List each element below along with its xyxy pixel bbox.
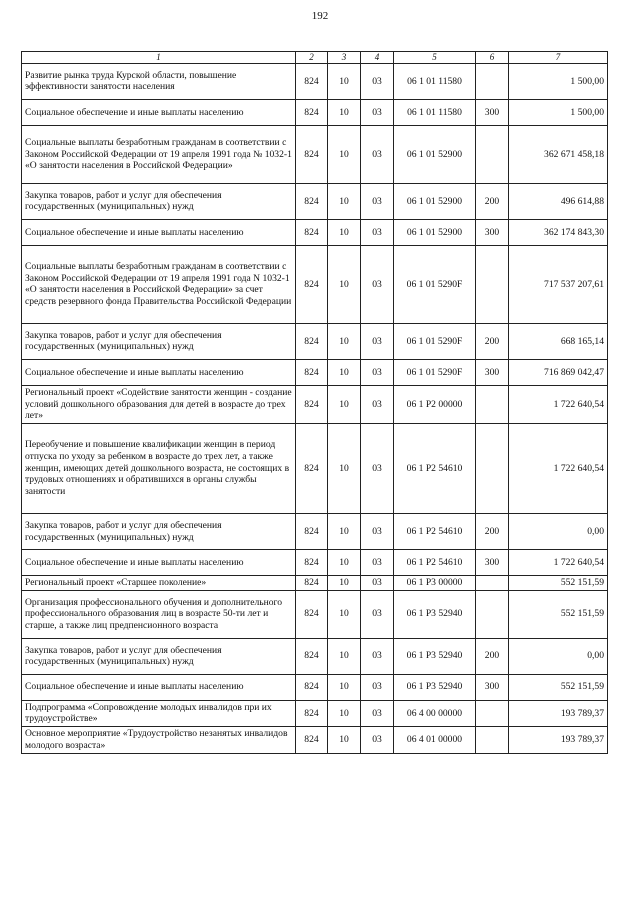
subsection-code: 03	[361, 590, 394, 638]
table-row	[22, 700, 608, 726]
table-row	[22, 385, 608, 423]
target-article-code: 06 1 P3 52940	[394, 638, 476, 674]
section-code: 10	[328, 700, 361, 726]
table-row	[22, 63, 608, 99]
item-name: Организация профессионального обучения и дополнительного профессионального образования лиц в возрасте 50-ти лет и старше, а также лиц предпенсионного возраста	[22, 590, 296, 638]
amount: 552 151,59	[509, 590, 608, 638]
table-row	[22, 590, 608, 638]
target-article-code: 06 1 P2 00000	[394, 385, 476, 423]
item-name: Подпрограмма «Сопровождение молодых инвалидов при их трудоустройстве»	[22, 700, 296, 726]
amount: 193 789,37	[509, 727, 608, 753]
expense-type-code	[476, 727, 509, 753]
target-article-code: 06 1 01 52900	[394, 183, 476, 219]
column-number: 2	[296, 52, 328, 64]
item-name: Закупка товаров, работ и услуг для обеспечения государственных (муниципальных) нужд	[22, 638, 296, 674]
amount: 362 671 458,18	[509, 125, 608, 183]
expense-type-code: 300	[476, 359, 509, 385]
expense-type-code	[476, 424, 509, 514]
item-name: Закупка товаров, работ и услуг для обеспечения государственных (муниципальных) нужд	[22, 323, 296, 359]
expense-type-code: 200	[476, 183, 509, 219]
item-name: Развитие рынка труда Курской области, повышение эффективности занятости населения	[22, 63, 296, 99]
grbs-code: 824	[296, 514, 328, 550]
table-row	[22, 245, 608, 323]
item-name: Социальное обеспечение и иные выплаты населению	[22, 550, 296, 576]
table-row	[22, 576, 608, 591]
grbs-code: 824	[296, 590, 328, 638]
item-name: Основное мероприятие «Трудоустройство незанятых инвалидов молодого возраста»	[22, 727, 296, 753]
grbs-code: 824	[296, 727, 328, 753]
expense-type-code	[476, 245, 509, 323]
expense-type-code: 300	[476, 99, 509, 125]
target-article-code: 06 1 P2 54610	[394, 514, 476, 550]
grbs-code: 824	[296, 576, 328, 591]
section-code: 10	[328, 590, 361, 638]
grbs-code: 824	[296, 245, 328, 323]
expense-type-code	[476, 576, 509, 591]
subsection-code: 03	[361, 183, 394, 219]
section-code: 10	[328, 63, 361, 99]
subsection-code: 03	[361, 99, 394, 125]
table-row	[22, 323, 608, 359]
grbs-code: 824	[296, 550, 328, 576]
table-row	[22, 514, 608, 550]
section-code: 10	[328, 674, 361, 700]
page-number: 192	[311, 10, 329, 22]
item-name: Социальное обеспечение и иные выплаты населению	[22, 359, 296, 385]
subsection-code: 03	[361, 576, 394, 591]
amount: 552 151,59	[509, 674, 608, 700]
item-name: Социальное обеспечение и иные выплаты населению	[22, 674, 296, 700]
amount: 0,00	[509, 638, 608, 674]
amount: 1 722 640,54	[509, 385, 608, 423]
table-row	[22, 125, 608, 183]
amount: 1 722 640,54	[509, 424, 608, 514]
item-name: Закупка товаров, работ и услуг для обеспечения государственных (муниципальных) нужд	[22, 183, 296, 219]
expense-type-code: 200	[476, 323, 509, 359]
item-name: Региональный проект «Старшее поколение»	[22, 576, 296, 591]
item-name: Региональный проект «Содействие занятости женщин - создание условий дошкольного образования для детей в возрасте до трех лет»	[22, 385, 296, 423]
section-code: 10	[328, 514, 361, 550]
amount: 716 869 042,47	[509, 359, 608, 385]
section-code: 10	[328, 219, 361, 245]
grbs-code: 824	[296, 359, 328, 385]
subsection-code: 03	[361, 550, 394, 576]
subsection-code: 03	[361, 700, 394, 726]
amount: 1 500,00	[509, 99, 608, 125]
grbs-code: 824	[296, 63, 328, 99]
grbs-code: 824	[296, 323, 328, 359]
target-article-code: 06 1 P3 52940	[394, 590, 476, 638]
column-numbers-row	[22, 52, 608, 64]
expense-type-code	[476, 63, 509, 99]
grbs-code: 824	[296, 99, 328, 125]
expense-type-code	[476, 590, 509, 638]
item-name: Социальные выплаты безработным гражданам в соответствии с Законом Российской Федерации от 19 апреля 1991 года N 1032-1 «О занятости населения в Российской Федерации» за счет средств резервного фонда Правительства Российской Федерации	[22, 245, 296, 323]
column-number: 1	[22, 52, 296, 64]
table-row	[22, 674, 608, 700]
column-number: 7	[509, 52, 608, 64]
subsection-code: 03	[361, 323, 394, 359]
amount: 668 165,14	[509, 323, 608, 359]
target-article-code: 06 1 01 5290F	[394, 245, 476, 323]
expense-type-code	[476, 125, 509, 183]
subsection-code: 03	[361, 727, 394, 753]
target-article-code: 06 1 P2 54610	[394, 550, 476, 576]
section-code: 10	[328, 576, 361, 591]
section-code: 10	[328, 245, 361, 323]
amount: 362 174 843,30	[509, 219, 608, 245]
expense-type-code	[476, 385, 509, 423]
section-code: 10	[328, 727, 361, 753]
section-code: 10	[328, 183, 361, 219]
subsection-code: 03	[361, 219, 394, 245]
subsection-code: 03	[361, 63, 394, 99]
amount: 496 614,88	[509, 183, 608, 219]
column-number: 5	[394, 52, 476, 64]
target-article-code: 06 4 01 00000	[394, 727, 476, 753]
column-number: 6	[476, 52, 509, 64]
expense-type-code: 300	[476, 550, 509, 576]
target-article-code: 06 1 01 52900	[394, 125, 476, 183]
amount: 193 789,37	[509, 700, 608, 726]
subsection-code: 03	[361, 514, 394, 550]
target-article-code: 06 1 P3 52940	[394, 674, 476, 700]
table-row	[22, 359, 608, 385]
table-row	[22, 638, 608, 674]
target-article-code: 06 1 01 5290F	[394, 323, 476, 359]
grbs-code: 824	[296, 424, 328, 514]
grbs-code: 824	[296, 700, 328, 726]
section-code: 10	[328, 359, 361, 385]
section-code: 10	[328, 550, 361, 576]
amount: 1 722 640,54	[509, 550, 608, 576]
target-article-code: 06 1 01 52900	[394, 219, 476, 245]
expense-type-code: 300	[476, 674, 509, 700]
item-name: Социальное обеспечение и иные выплаты населению	[22, 219, 296, 245]
section-code: 10	[328, 424, 361, 514]
grbs-code: 824	[296, 219, 328, 245]
column-number: 3	[328, 52, 361, 64]
grbs-code: 824	[296, 183, 328, 219]
subsection-code: 03	[361, 424, 394, 514]
subsection-code: 03	[361, 245, 394, 323]
grbs-code: 824	[296, 674, 328, 700]
amount: 717 537 207,61	[509, 245, 608, 323]
grbs-code: 824	[296, 638, 328, 674]
target-article-code: 06 1 P3 00000	[394, 576, 476, 591]
section-code: 10	[328, 125, 361, 183]
target-article-code: 06 1 01 11580	[394, 99, 476, 125]
item-name: Закупка товаров, работ и услуг для обеспечения государственных (муниципальных) нужд	[22, 514, 296, 550]
expense-type-code: 300	[476, 219, 509, 245]
item-name: Социальное обеспечение и иные выплаты населению	[22, 99, 296, 125]
section-code: 10	[328, 638, 361, 674]
target-article-code: 06 1 01 5290F	[394, 359, 476, 385]
target-article-code: 06 1 01 11580	[394, 63, 476, 99]
subsection-code: 03	[361, 674, 394, 700]
expense-type-code: 200	[476, 638, 509, 674]
subsection-code: 03	[361, 385, 394, 423]
section-code: 10	[328, 323, 361, 359]
budget-table	[21, 51, 608, 754]
table-row	[22, 99, 608, 125]
target-article-code: 06 1 P2 54610	[394, 424, 476, 514]
grbs-code: 824	[296, 385, 328, 423]
table-row	[22, 183, 608, 219]
item-name: Социальные выплаты безработным гражданам в соответствии с Законом Российской Федерации от 19 апреля 1991 года № 1032-1 «О занятости населения в Российской Федерации»	[22, 125, 296, 183]
table-row	[22, 550, 608, 576]
target-article-code: 06 4 00 00000	[394, 700, 476, 726]
expense-type-code	[476, 700, 509, 726]
subsection-code: 03	[361, 638, 394, 674]
subsection-code: 03	[361, 125, 394, 183]
table-row	[22, 424, 608, 514]
amount: 552 151,59	[509, 576, 608, 591]
amount: 0,00	[509, 514, 608, 550]
grbs-code: 824	[296, 125, 328, 183]
section-code: 10	[328, 99, 361, 125]
amount: 1 500,00	[509, 63, 608, 99]
table-row	[22, 727, 608, 753]
item-name: Переобучение и повышение квалификации женщин в период отпуска по уходу за ребенком в возрасте до трех лет, а также женщин, имеющих детей дошкольного возраста, не состоящих в трудовых отношениях и обратившихся в органы службы занятости	[22, 424, 296, 514]
subsection-code: 03	[361, 359, 394, 385]
table-row	[22, 219, 608, 245]
section-code: 10	[328, 385, 361, 423]
expense-type-code: 200	[476, 514, 509, 550]
column-number: 4	[361, 52, 394, 64]
